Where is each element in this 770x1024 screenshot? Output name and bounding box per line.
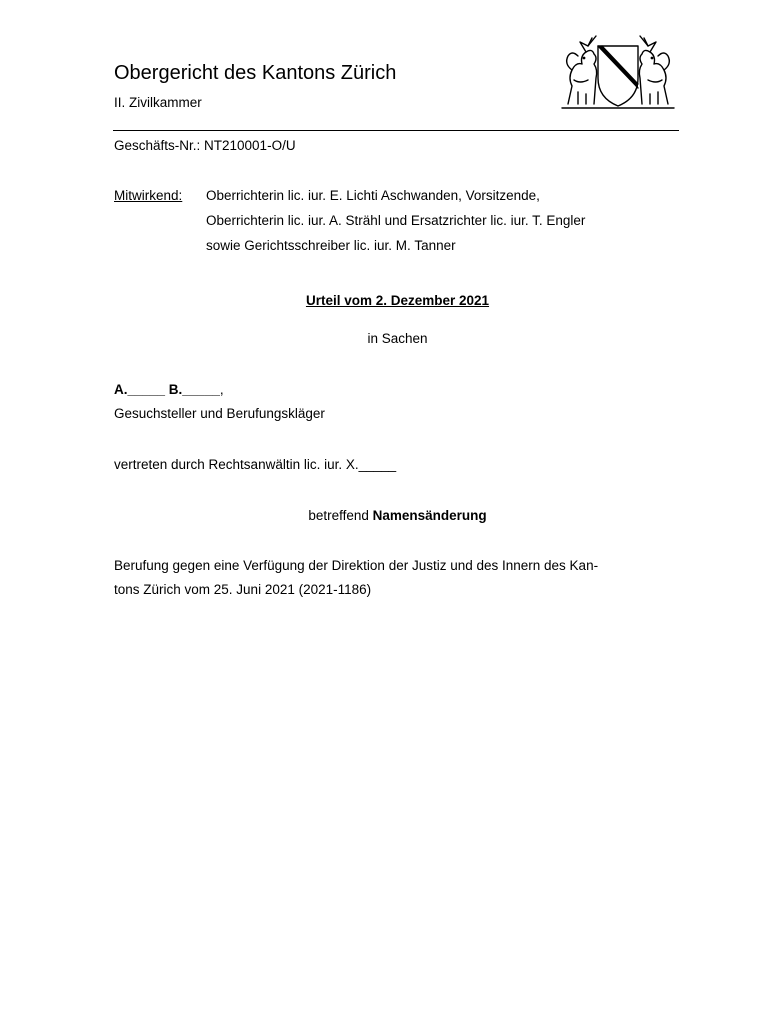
panel-label <box>114 188 182 203</box>
subject-topic: Namensänderung <box>372 508 487 523</box>
judgment-title-text: Urteil vom 2. Dezember 2021 <box>305 293 490 308</box>
party-representation: vertreten durch Rechtsanwältin lic. iur. X._____ <box>114 457 397 472</box>
court-name: Obergericht des Kantons Zürich <box>114 62 397 84</box>
party-names <box>114 382 224 397</box>
appeal-line-2: tons Zürich vom 25. Juni 2021 (2021-1186) <box>114 582 372 597</box>
party-names-suffix: , <box>219 382 224 397</box>
appeal-line-1: Berufung gegen eine Verfügung der Direktion der Justiz und des Innern des Kan- <box>114 558 599 573</box>
party-role: Gesuchsteller und Berufungskläger <box>114 406 325 421</box>
panel-label-text: Mitwirkend: <box>114 188 183 203</box>
in-sachen: in Sachen <box>367 331 428 346</box>
party-names-text: A._____ B._____ <box>114 382 220 397</box>
zurich-coat-of-arms-with-lions-icon <box>558 34 678 112</box>
chamber-name: II. Zivilkammer <box>114 95 202 110</box>
panel-line-2: Oberrichterin lic. iur. A. Strähl und Ersatzrichter lic. iur. T. Engler <box>206 213 586 228</box>
case-number: Geschäfts-Nr.: NT210001-O/U <box>114 138 296 153</box>
subject-prefix: betreffend <box>308 508 373 523</box>
header-divider <box>113 130 679 131</box>
subject-line <box>0 508 770 523</box>
panel-line-3: sowie Gerichtsschreiber lic. iur. M. Tanner <box>206 238 456 253</box>
panel-line-1: Oberrichterin lic. iur. E. Lichti Aschwanden, Vorsitzende, <box>206 188 540 203</box>
judgment-title <box>0 293 770 308</box>
